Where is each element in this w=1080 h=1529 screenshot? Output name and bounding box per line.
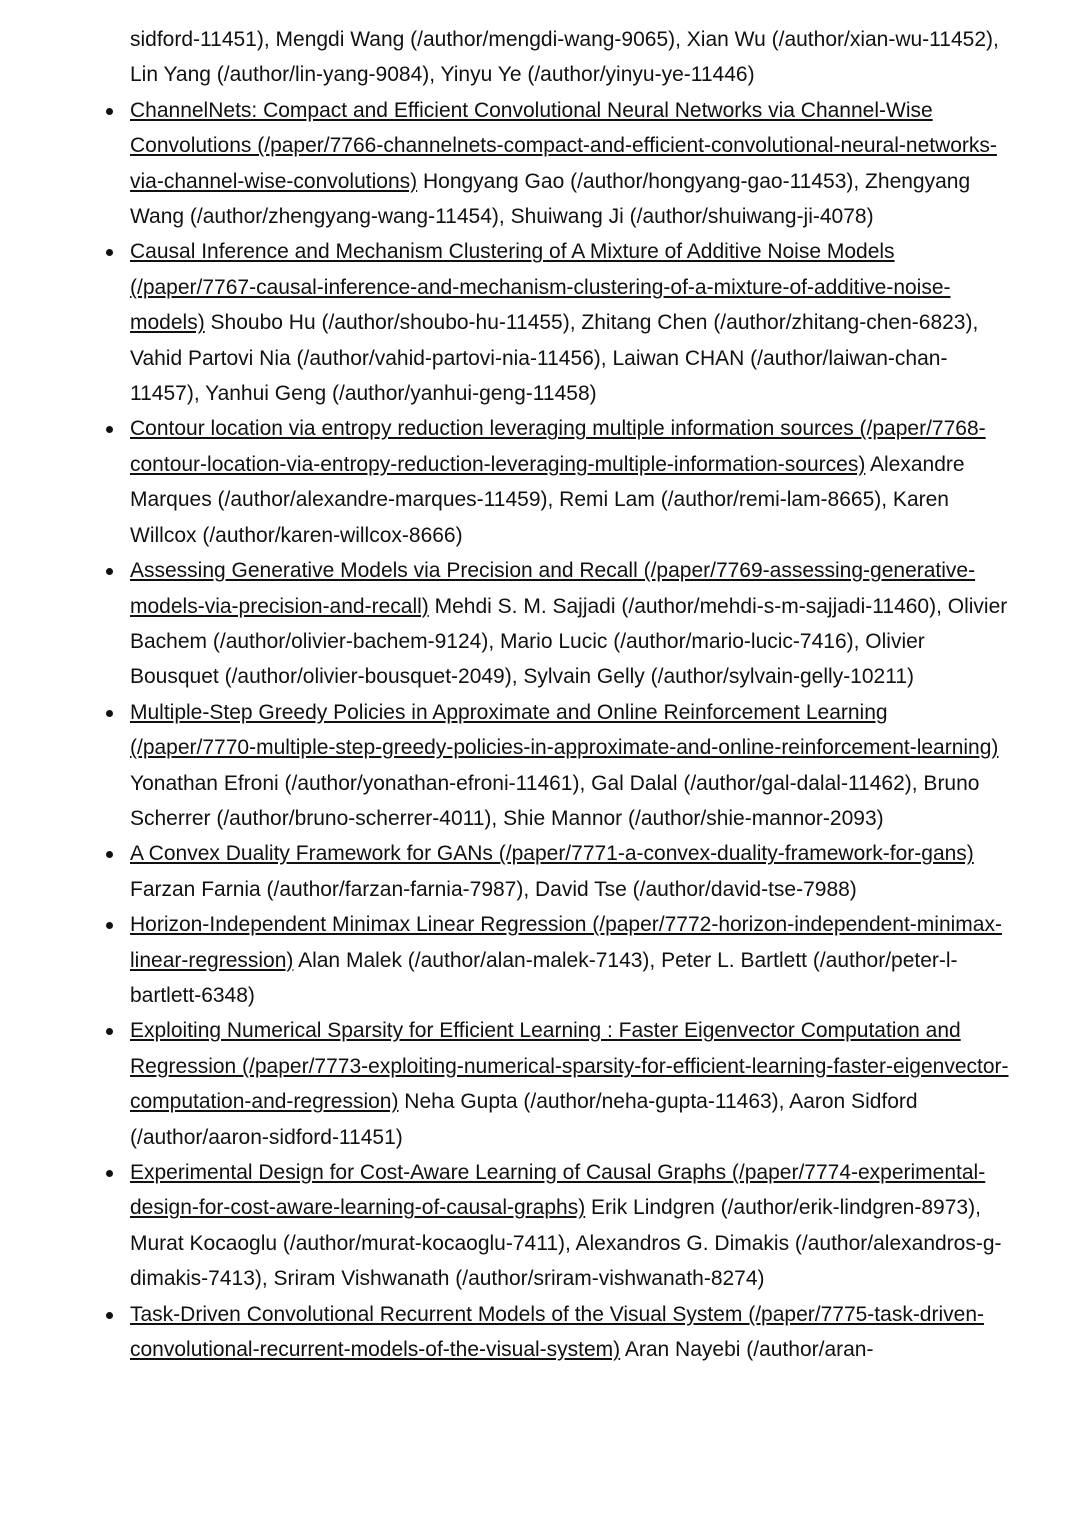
paper-list-item (0, 1013, 1010, 1155)
bullet-icon (106, 710, 113, 717)
paper-title-link[interactable]: Task-Driven Convolutional Recurrent Models of the Visual System (/paper/7775-task-driven-convolutional-recurrent-models-of-the-visual-system) (130, 1302, 984, 1362)
paper-list-item (0, 234, 1010, 411)
paper-list-item (0, 907, 1010, 1013)
paper-title-link[interactable]: Contour location via entropy reduction leveraging multiple information sources (/paper/7768-contour-location-via-entropy-reduction-leveraging-multiple-information-sources) (130, 417, 986, 476)
paper-title-link[interactable]: Experimental Design for Cost-Aware Learning of Causal Graphs (/paper/7774-experimental-design-for-cost-aware-learning-of-causal-graphs) (130, 1161, 986, 1220)
paper-title-link[interactable]: Causal Inference and Mechanism Clustering of A Mixture of Additive Noise Models (/paper/7767-causal-inference-and-mechanism-clustering-of-a-mixture-of-additive-noise-models) (130, 240, 951, 335)
bullet-icon (106, 249, 113, 256)
paper-list-item (0, 93, 1010, 235)
paper-title-link[interactable]: Assessing Generative Models via Precision and Recall (/paper/7769-assessing-generative-models-via-precision-and-recall) (130, 559, 976, 618)
paper-authors: Neha Gupta (/author/neha-gupta-11463), Aaron Sidford (/author/aaron-sidford-11451) (130, 1090, 918, 1149)
paper-authors: Hongyang Gao (/author/hongyang-gao-11453), Zhengyang Wang (/author/zhengyang-wang-11454), Shuiwang Ji (/author/shuiwang-ji-4078) (130, 169, 971, 229)
paper-authors: Aran Nayebi (/author/aran- (620, 1338, 874, 1362)
paper-list-item (0, 553, 1010, 695)
paper-title-link[interactable]: Exploiting Numerical Sparsity for Efficient Learning : Faster Eigenvector Computation and Regression (/paper/7773-exploiting-numerical-sparsity-for-efficient-learning-faster-eigenvector-computation-and-regression) (130, 1019, 1009, 1114)
bullet-icon (106, 108, 113, 115)
paper-authors: Yonathan Efroni (/author/yonathan-efroni-11461), Gal Dalal (/author/gal-dalal-11462), Bruno Scherrer (/author/bruno-scherrer-4011), Shie Mannor (/author/shie-mannor-2093) (130, 771, 980, 830)
bullet-icon (106, 922, 113, 929)
paper-list-item (0, 1155, 1010, 1297)
paper-authors: Alan Malek (/author/alan-malek-7143), Peter L. Bartlett (/author/peter-l-bartlett-6348) (130, 948, 958, 1007)
paper-title-link[interactable]: Multiple-Step Greedy Policies in Approximate and Online Reinforcement Learning (/paper/7770-multiple-step-greedy-policies-in-approximate-and-online-reinforcement-learning) (130, 700, 999, 760)
paper-authors: Farzan Farnia (/author/farzan-farnia-7987), David Tse (/author/david-tse-7988) (130, 877, 857, 901)
paper-list-item (0, 695, 1010, 837)
paper-list-page (0, 22, 1080, 1367)
paper-list (0, 93, 1080, 1368)
paper-authors: Alexandre Marques (/author/alexandre-marques-11459), Remi Lam (/author/remi-lam-8665), Karen Willcox (/author/karen-willcox-8666) (130, 452, 965, 547)
paper-authors: Shoubo Hu (/author/shoubo-hu-11455), Zhitang Chen (/author/zhitang-chen-6823), Vahid Partovi Nia (/author/vahid-partovi-nia-11456), Laiwan CHAN (/author/laiwan-chan-11457), Yanhui Geng (/author/yanhui-geng-11458) (130, 311, 979, 406)
paper-list-item (0, 411, 1010, 553)
paper-title-link[interactable]: Horizon-Independent Minimax Linear Regression (/paper/7772-horizon-independent-minimax-linear-regression) (130, 913, 1002, 972)
paper-authors: Erik Lindgren (/author/erik-lindgren-8973), Murat Kocaoglu (/author/murat-kocaoglu-7411), Alexandros G. Dimakis (/author/alexandros-g-dimakis-7413), Sriram Vishwanath (/author/sriram-vishwanath-8274) (130, 1196, 1002, 1291)
bullet-icon (106, 1028, 113, 1035)
bullet-icon (106, 426, 113, 433)
paper-title-link[interactable]: ChannelNets: Compact and Efficient Convolutional Neural Networks via Channel-Wise Convolutions (/paper/7766-channelnets-compact-and-efficient-convolutional-neural-networks-via-channel-wise-convolutions) (130, 98, 997, 193)
bullet-icon (106, 1312, 113, 1319)
paper-authors: Mehdi S. M. Sajjadi (/author/mehdi-s-m-sajjadi-11460), Olivier Bachem (/author/olivier-bachem-9124), Mario Lucic (/author/mario-lucic-7416), Olivier Bousquet (/author/olivier-bousquet-2049), Sylvain Gelly (/author/sylvain-gelly-10211) (130, 594, 1008, 689)
paper-title-link[interactable]: A Convex Duality Framework for GANs (/paper/7771-a-convex-duality-framework-for-gans) (130, 842, 974, 866)
bullet-icon (106, 851, 113, 858)
paper-list-item (0, 836, 1010, 907)
continued-author-line: sidford-11451), Mengdi Wang (/author/mengdi-wang-9065), Xian Wu (/author/xian-wu-11452), Lin Yang (/author/lin-yang-9084), Yinyu Ye (/author/yinyu-ye-11446) (130, 28, 999, 87)
bullet-icon (106, 568, 113, 575)
paper-list-item (0, 1297, 1010, 1368)
bullet-icon (106, 1170, 113, 1177)
